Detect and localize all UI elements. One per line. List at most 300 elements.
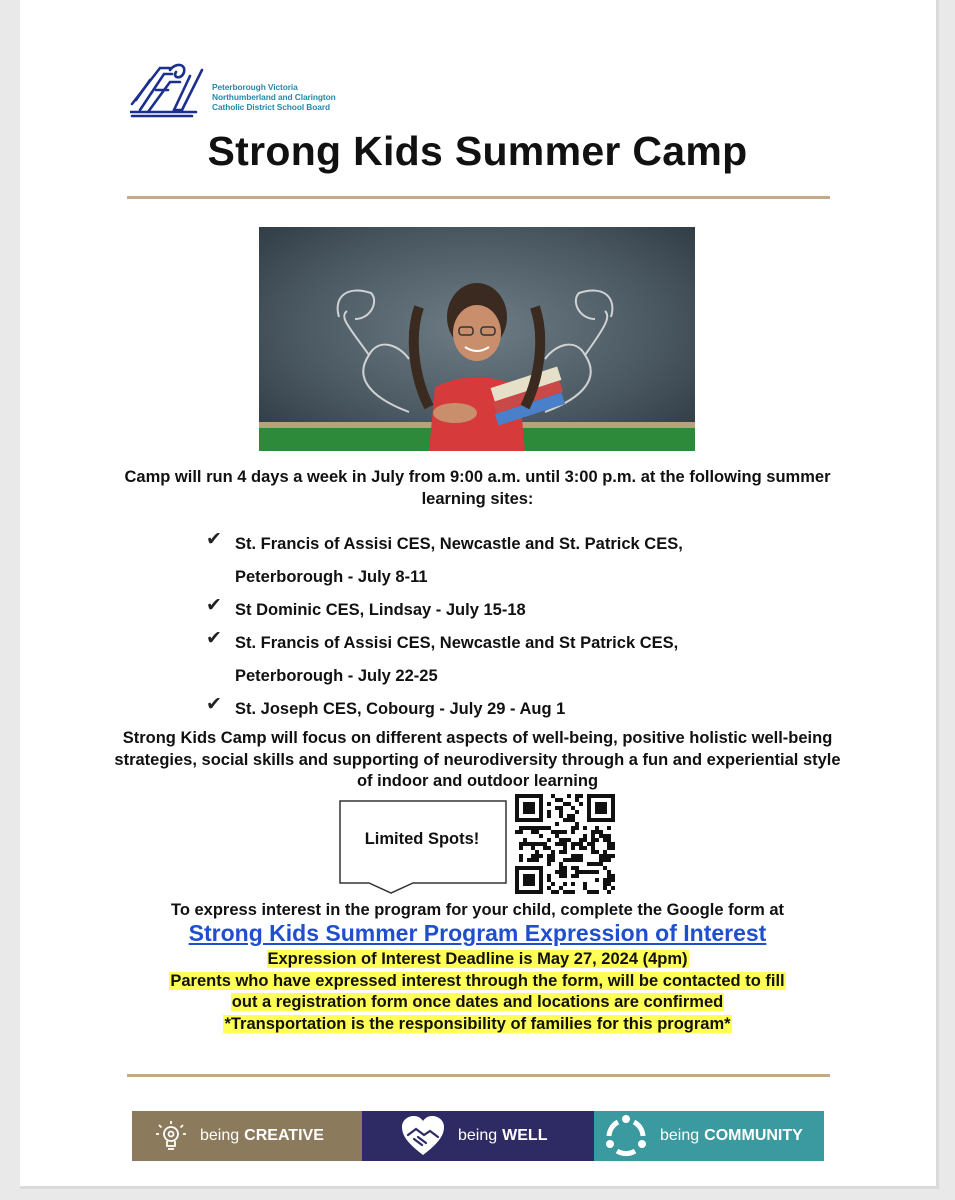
qr-module xyxy=(571,826,575,830)
logo-line: Northumberland and Clarington xyxy=(212,92,336,102)
qr-module xyxy=(575,858,579,862)
qr-module xyxy=(559,862,563,866)
qr-module xyxy=(523,802,527,806)
qr-module xyxy=(555,870,559,874)
qr-module xyxy=(551,850,555,854)
qr-module xyxy=(579,870,583,874)
qr-module xyxy=(587,842,591,846)
qr-module xyxy=(535,842,539,846)
qr-module xyxy=(527,882,531,886)
qr-module xyxy=(595,850,599,854)
qr-module xyxy=(559,842,563,846)
qr-module xyxy=(599,802,603,806)
qr-module xyxy=(563,874,567,878)
qr-module xyxy=(515,870,519,874)
qr-module xyxy=(523,866,527,870)
qr-module xyxy=(607,818,611,822)
qr-module xyxy=(515,878,519,882)
page-title: Strong Kids Summer Camp xyxy=(207,128,748,174)
qr-module xyxy=(591,850,595,854)
logo-line: Catholic District School Board xyxy=(212,102,330,112)
qr-module xyxy=(563,890,567,894)
qr-module xyxy=(531,878,535,882)
checkmark-icon: ✔ xyxy=(206,628,222,649)
banner-word: being xyxy=(458,1127,498,1144)
qr-module xyxy=(515,866,519,870)
qr-module xyxy=(531,858,535,862)
checkmark-icon: ✔ xyxy=(206,529,222,550)
qr-module xyxy=(611,846,615,850)
qr-module xyxy=(547,878,551,882)
qr-module xyxy=(563,802,567,806)
qr-module xyxy=(575,854,579,858)
qr-module xyxy=(539,878,543,882)
qr-module xyxy=(523,882,527,886)
qr-module xyxy=(571,842,575,846)
page-shadow-bottom xyxy=(20,1186,939,1189)
qr-module xyxy=(527,826,531,830)
qr-module xyxy=(607,878,611,882)
qr-module xyxy=(603,882,607,886)
qr-module xyxy=(575,826,579,830)
qr-module xyxy=(515,882,519,886)
qr-module xyxy=(539,810,543,814)
list-item xyxy=(206,693,806,726)
school-board-emblem-icon xyxy=(130,60,212,118)
qr-module xyxy=(599,810,603,814)
qr-module xyxy=(519,890,523,894)
qr-module xyxy=(523,826,527,830)
qr-module xyxy=(563,842,567,846)
qr-module xyxy=(527,842,531,846)
qr-module xyxy=(539,794,543,798)
qr-module xyxy=(587,810,591,814)
qr-module xyxy=(603,854,607,858)
qr-module xyxy=(579,842,583,846)
qr-module xyxy=(539,842,543,846)
qr-module xyxy=(571,866,575,870)
qr-module xyxy=(567,838,571,842)
qr-module xyxy=(519,854,523,858)
qr-module xyxy=(523,878,527,882)
qr-code[interactable] xyxy=(515,794,615,894)
qr-module xyxy=(559,870,563,874)
qr-module xyxy=(515,830,519,834)
qr-module xyxy=(559,850,563,854)
qr-module xyxy=(539,806,543,810)
qr-module xyxy=(535,818,539,822)
qr-module xyxy=(591,834,595,838)
qr-module xyxy=(515,814,519,818)
qr-module xyxy=(591,846,595,850)
banner-word-bold: COMMUNITY xyxy=(704,1127,803,1144)
qr-module xyxy=(519,826,523,830)
qr-module xyxy=(519,846,523,850)
qr-module xyxy=(607,882,611,886)
qr-module xyxy=(611,798,615,802)
qr-module xyxy=(527,878,531,882)
qr-module xyxy=(559,838,563,842)
qr-module xyxy=(607,794,611,798)
qr-module xyxy=(543,842,547,846)
qr-module xyxy=(607,858,611,862)
qr-module xyxy=(527,794,531,798)
site-line: St Dominic CES, Lindsay - July 15-18 xyxy=(235,601,526,619)
qr-module xyxy=(555,890,559,894)
qr-module xyxy=(531,818,535,822)
qr-module xyxy=(523,874,527,878)
qr-module xyxy=(599,834,603,838)
qr-module xyxy=(555,842,559,846)
qr-module xyxy=(595,810,599,814)
list-item xyxy=(206,528,806,594)
qr-module xyxy=(531,842,535,846)
qr-module xyxy=(539,886,543,890)
qr-module xyxy=(587,870,591,874)
qr-module xyxy=(543,826,547,830)
qr-module xyxy=(527,874,531,878)
checkmark-icon: ✔ xyxy=(206,595,222,616)
qr-module xyxy=(535,890,539,894)
qr-module xyxy=(563,882,567,886)
qr-module xyxy=(579,838,583,842)
qr-module xyxy=(603,866,607,870)
qr-module xyxy=(571,858,575,862)
qr-module xyxy=(555,806,559,810)
qr-module xyxy=(519,830,523,834)
qr-module xyxy=(611,814,615,818)
qr-module xyxy=(551,890,555,894)
qr-module xyxy=(523,818,527,822)
qr-module xyxy=(587,806,591,810)
qr-module xyxy=(551,794,555,798)
qr-module xyxy=(603,794,607,798)
qr-module xyxy=(595,794,599,798)
qr-module xyxy=(531,866,535,870)
qr-module xyxy=(527,858,531,862)
qr-module xyxy=(527,890,531,894)
qr-module xyxy=(587,862,591,866)
site-line: St. Francis of Assisi CES, Newcastle and St. Patrick CES, xyxy=(235,535,683,553)
qr-module xyxy=(527,802,531,806)
qr-module xyxy=(559,810,563,814)
qr-module xyxy=(531,794,535,798)
qr-module xyxy=(571,890,575,894)
qr-module xyxy=(567,890,571,894)
qr-module xyxy=(599,858,603,862)
qr-module xyxy=(515,798,519,802)
qr-module xyxy=(555,830,559,834)
list-item xyxy=(206,627,806,693)
logo-line: Peterborough Victoria xyxy=(212,82,298,92)
qr-module xyxy=(547,810,551,814)
qr-module xyxy=(531,874,535,878)
qr-module xyxy=(539,814,543,818)
qr-module xyxy=(551,858,555,862)
site-line: Peterborough - July 22-25 xyxy=(235,667,438,685)
qr-module xyxy=(579,846,583,850)
qr-module xyxy=(595,838,599,842)
qr-module xyxy=(535,830,539,834)
qr-module xyxy=(603,850,607,854)
qr-module xyxy=(579,854,583,858)
qr-module xyxy=(535,850,539,854)
qr-module xyxy=(527,866,531,870)
qr-module xyxy=(547,802,551,806)
qr-module xyxy=(591,794,595,798)
qr-module xyxy=(587,802,591,806)
qr-module xyxy=(531,854,535,858)
qr-module xyxy=(523,794,527,798)
qr-module xyxy=(547,854,551,858)
site-line: St. Joseph CES, Cobourg - July 29 - Aug 1 xyxy=(235,700,566,718)
qr-module xyxy=(563,818,567,822)
qr-module xyxy=(543,846,547,850)
qr-module xyxy=(591,890,595,894)
qr-module xyxy=(515,810,519,814)
qr-module xyxy=(559,866,563,870)
qr-module xyxy=(539,866,543,870)
qr-module xyxy=(523,838,527,842)
qr-module xyxy=(515,794,519,798)
qr-module xyxy=(563,858,567,862)
qr-module xyxy=(535,826,539,830)
qr-module xyxy=(595,802,599,806)
qr-module xyxy=(535,866,539,870)
qr-module xyxy=(575,794,579,798)
qr-module xyxy=(523,890,527,894)
qr-module xyxy=(603,806,607,810)
qr-module xyxy=(531,806,535,810)
qr-module xyxy=(539,890,543,894)
qr-module xyxy=(551,882,555,886)
qr-module xyxy=(523,842,527,846)
qr-module xyxy=(555,834,559,838)
qr-module xyxy=(559,798,563,802)
qr-module xyxy=(563,850,567,854)
qr-module xyxy=(567,794,571,798)
qr-module xyxy=(567,818,571,822)
qr-module xyxy=(567,802,571,806)
qr-module xyxy=(563,838,567,842)
qr-module xyxy=(519,866,523,870)
qr-module xyxy=(611,886,615,890)
qr-module xyxy=(591,838,595,842)
site-line: St. Francis of Assisi CES, Newcastle and St Patrick CES, xyxy=(235,634,679,652)
qr-module xyxy=(547,846,551,850)
qr-module xyxy=(547,838,551,842)
qr-module xyxy=(587,798,591,802)
qr-module xyxy=(599,794,603,798)
qr-module xyxy=(583,834,587,838)
heart-handshake-icon xyxy=(400,1115,446,1157)
qr-module xyxy=(535,854,539,858)
qr-module xyxy=(539,798,543,802)
qr-module xyxy=(539,826,543,830)
qr-module xyxy=(559,806,563,810)
qr-module xyxy=(591,862,595,866)
qr-module xyxy=(571,846,575,850)
qr-module xyxy=(595,818,599,822)
banner-being-community xyxy=(594,1111,824,1161)
divider-bottom xyxy=(127,1074,830,1077)
qr-module xyxy=(531,826,535,830)
qr-module xyxy=(571,806,575,810)
qr-module xyxy=(551,854,555,858)
express-interest-text: To express interest in the program for your child, complete the Google form at xyxy=(170,901,785,919)
qr-module xyxy=(607,838,611,842)
qr-module xyxy=(595,830,599,834)
banner-word-bold: WELL xyxy=(502,1127,548,1144)
qr-module xyxy=(591,830,595,834)
qr-module xyxy=(547,862,551,866)
limited-spots-label: Limited Spots! xyxy=(364,830,480,848)
school-board-logo xyxy=(130,60,355,118)
qr-module xyxy=(599,806,603,810)
divider-top xyxy=(127,196,830,199)
qr-module xyxy=(603,818,607,822)
list-item xyxy=(206,594,806,627)
qr-module xyxy=(591,870,595,874)
qr-module xyxy=(519,858,523,862)
qr-module xyxy=(579,802,583,806)
qr-module xyxy=(575,822,579,826)
qr-module xyxy=(515,886,519,890)
qr-module xyxy=(587,814,591,818)
qr-module xyxy=(547,886,551,890)
banner-being-well xyxy=(362,1111,594,1161)
highlight-line: out a registration form once dates and locations are confirmed xyxy=(231,993,724,1011)
highlight-line: *Transportation is the responsibility of families for this program* xyxy=(224,1014,731,1033)
qr-module xyxy=(547,826,551,830)
banner-word: being xyxy=(660,1127,700,1144)
qr-module xyxy=(575,870,579,874)
qr-module xyxy=(539,834,543,838)
qr-module xyxy=(515,802,519,806)
lightbulb-icon xyxy=(154,1119,188,1153)
site-line: Peterborough - July 8-11 xyxy=(235,568,428,586)
qr-module xyxy=(587,794,591,798)
qr-module xyxy=(539,874,543,878)
qr-module xyxy=(515,806,519,810)
banner-word: being xyxy=(200,1127,240,1144)
banner-word-bold: CREATIVE xyxy=(244,1127,324,1144)
qr-module xyxy=(547,874,551,878)
qr-module xyxy=(611,878,615,882)
qr-module xyxy=(531,810,535,814)
qr-module xyxy=(531,882,535,886)
qr-module xyxy=(611,854,615,858)
qr-module xyxy=(583,886,587,890)
qr-module xyxy=(583,826,587,830)
qr-module xyxy=(527,818,531,822)
banner-being-creative xyxy=(132,1111,362,1161)
qr-module xyxy=(571,818,575,822)
qr-module xyxy=(527,810,531,814)
qr-module xyxy=(599,830,603,834)
qr-module xyxy=(583,846,587,850)
qr-module xyxy=(563,846,567,850)
camp-photo xyxy=(259,227,695,451)
qr-module xyxy=(607,890,611,894)
qr-module xyxy=(591,842,595,846)
qr-module xyxy=(595,862,599,866)
qr-module xyxy=(551,830,555,834)
qr-module xyxy=(563,870,567,874)
qr-module xyxy=(607,834,611,838)
qr-module xyxy=(587,818,591,822)
qr-module xyxy=(599,862,603,866)
qr-module xyxy=(595,890,599,894)
qr-module xyxy=(607,842,611,846)
deadline-notice xyxy=(0,949,955,1035)
qr-module xyxy=(571,874,575,878)
qr-module xyxy=(595,826,599,830)
qr-module xyxy=(611,842,615,846)
qr-module xyxy=(575,798,579,802)
qr-module xyxy=(539,882,543,886)
qr-module xyxy=(575,842,579,846)
qr-module xyxy=(559,814,563,818)
qr-module xyxy=(583,838,587,842)
qr-module xyxy=(579,794,583,798)
qr-module xyxy=(603,834,607,838)
qr-module xyxy=(607,874,611,878)
qr-module xyxy=(559,830,563,834)
qr-module xyxy=(611,810,615,814)
qr-module xyxy=(571,814,575,818)
values-banner xyxy=(132,1111,824,1161)
qr-module xyxy=(563,830,567,834)
qr-module xyxy=(579,858,583,862)
qr-module xyxy=(575,874,579,878)
qr-module xyxy=(571,854,575,858)
qr-module xyxy=(539,818,543,822)
qr-module xyxy=(599,818,603,822)
qr-module xyxy=(575,810,579,814)
qr-module xyxy=(611,874,615,878)
qr-module xyxy=(571,830,575,834)
qr-module xyxy=(611,818,615,822)
qr-module xyxy=(519,794,523,798)
qr-module xyxy=(531,802,535,806)
qr-module xyxy=(571,882,575,886)
qr-module xyxy=(539,870,543,874)
qr-module xyxy=(523,806,527,810)
qr-module xyxy=(555,798,559,802)
qr-module xyxy=(519,818,523,822)
qr-module xyxy=(563,866,567,870)
qr-module xyxy=(531,890,535,894)
qr-module xyxy=(599,854,603,858)
qr-module xyxy=(595,870,599,874)
qr-module xyxy=(611,802,615,806)
qr-module xyxy=(547,858,551,862)
camp-focus-description: Strong Kids Camp will focus on different aspects of well-being, positive holistic well-being strategies, social skills and supporting of neurodiversity through a fun and experiential style of indoor and outdoor learning xyxy=(114,729,841,790)
qr-module xyxy=(539,802,543,806)
highlight-line: Expression of Interest Deadline is May 27, 2024 (4pm) xyxy=(267,950,688,968)
expression-of-interest-link[interactable]: Strong Kids Summer Program Expression of Interest xyxy=(188,920,767,946)
qr-module xyxy=(607,826,611,830)
qr-module xyxy=(583,870,587,874)
qr-module xyxy=(531,830,535,834)
qr-module xyxy=(603,838,607,842)
qr-module xyxy=(515,890,519,894)
qr-module xyxy=(603,858,607,862)
qr-module xyxy=(595,878,599,882)
qr-module xyxy=(611,806,615,810)
qr-module xyxy=(515,874,519,878)
